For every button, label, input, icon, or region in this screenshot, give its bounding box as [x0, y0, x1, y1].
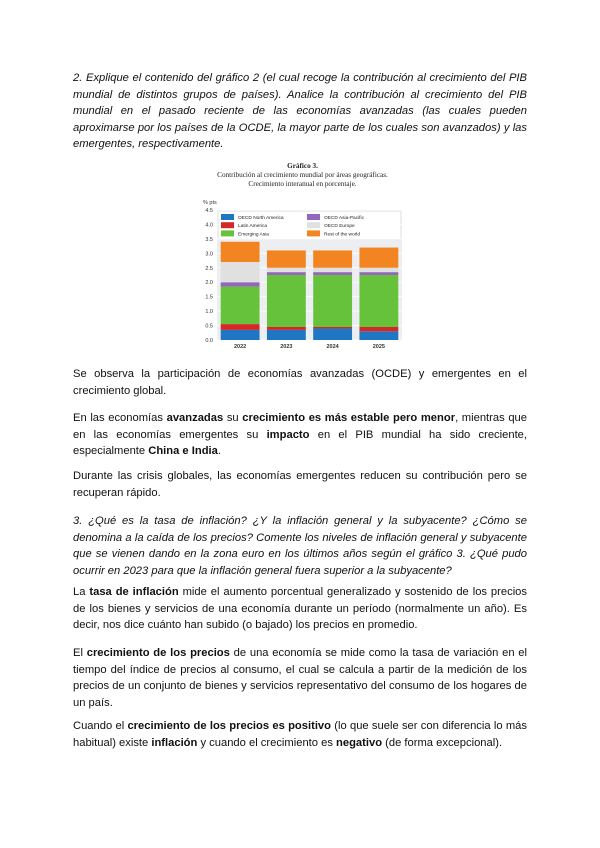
bar-segment	[313, 327, 352, 328]
p2-text-2: su	[223, 412, 243, 424]
p4-bold-1: tasa de inflación	[89, 586, 179, 598]
legend-swatch	[221, 214, 234, 220]
paragraph-inflation-definition	[73, 718, 527, 751]
y-tick-label: 1.0	[205, 309, 213, 316]
x-tick-label: 2023	[280, 344, 293, 350]
p4-text-1: La	[73, 586, 90, 598]
legend-swatch	[307, 214, 320, 220]
figure-title-line-2: Contribución al crecimiento mundial por áreas geográficas.	[217, 171, 388, 179]
p5-text-2: de una economía se mide como la tasa de variación en el tiempo del índice de precios al consumo, el cual se calcula a partir de la medición de los precios de un conjunto de bienes y servicios representativo del consumo de los hogares de un país.	[73, 647, 528, 709]
bar-segment	[359, 248, 398, 268]
y-tick-label: 0.0	[205, 338, 213, 344]
bar-segment	[221, 242, 260, 262]
bar-segment	[359, 272, 398, 275]
legend-label: OECD North America	[238, 216, 284, 221]
p6-bold-3: negativo	[336, 736, 383, 749]
y-tick-label: 2.5	[205, 265, 213, 272]
legend-swatch	[307, 222, 320, 228]
y-tick-label: 4.0	[205, 222, 213, 229]
p5-text-1: El	[73, 647, 87, 659]
bar-segment	[359, 327, 398, 331]
paragraph-price-growth	[73, 645, 527, 711]
p2-text-1: En las economías	[73, 412, 167, 424]
bar-segment	[221, 330, 260, 340]
p2-bold-3: impacto	[266, 428, 310, 441]
y-tick-label: 2.0	[205, 280, 213, 287]
bar-segment	[221, 262, 260, 282]
bar-segment	[221, 287, 260, 325]
p2-bold-1: avanzadas	[166, 412, 224, 424]
bar-segment	[359, 275, 398, 327]
p2-text-3: , mientras que en las economías emergentes su	[73, 412, 527, 441]
legend-swatch	[221, 222, 234, 228]
bar-segment	[313, 272, 352, 275]
p2-bold-2: crecimiento es más estable pero menor	[242, 412, 456, 424]
paragraph-advanced-economies	[73, 410, 527, 460]
p2-bold-4: China e India	[148, 445, 218, 458]
p6-text-1: Cuando el	[73, 720, 128, 732]
p6-text-3: y cuando el crecimiento es	[197, 736, 337, 749]
legend-label: Rest of the world	[324, 232, 360, 238]
p6-bold-2: inflación	[151, 736, 198, 749]
bar-segment	[221, 282, 260, 286]
bar-segment	[313, 275, 352, 327]
bar-segment	[313, 328, 352, 340]
bar-segment	[267, 330, 306, 340]
legend-label: OECD Asia-Pacific	[324, 216, 364, 221]
y-tick-label: 3.5	[205, 236, 213, 243]
y-tick-label: 3.0	[205, 251, 213, 258]
x-tick-label: 2024	[326, 344, 339, 350]
p6-bold-1: crecimiento de los precios es positivo	[127, 720, 331, 732]
x-tick-label: 2022	[234, 344, 247, 350]
bar-segment	[359, 268, 398, 272]
p2-text-4: en el PIB mundial ha sido creciente, especialmente	[73, 428, 528, 458]
p6-text-2: (lo que suele ser con diferencia lo más habitual) existe	[73, 720, 527, 749]
bar-segment	[313, 268, 352, 272]
bar-segment	[267, 275, 306, 327]
question-3: 3. ¿Qué es la tasa de inflación? ¿Y la inflación general y la subyacente? ¿Cómo se denomina a la caída de los precios? Comente los niveles de inflación general y subyacente que se vienen dando en la zona euro en los últimos años según el gráfico 3. ¿Qué pudo ocurrir en 2023 para que la inflación general fuera superior a la subyacente?	[73, 515, 527, 577]
legend-label: OECD Europe	[324, 224, 355, 230]
y-axis-label: % pts	[203, 200, 217, 206]
figure-chart-3	[190, 160, 415, 350]
bar-segment	[267, 272, 306, 275]
legend-swatch	[307, 230, 320, 236]
x-tick-label: 2025	[372, 344, 385, 350]
y-tick-label: 4.5	[205, 208, 213, 214]
bar-segment	[267, 327, 306, 330]
legend-label: Emerging Asia	[238, 232, 269, 238]
bar-segment	[221, 324, 260, 330]
bar-segment	[267, 250, 306, 267]
paragraph-participation: Se observa la participación de economías avanzadas (OCDE) y emergentes en el crecimiento global.	[73, 368, 527, 397]
y-tick-label: 1.5	[205, 294, 213, 301]
p2-text-5: .	[217, 445, 221, 458]
bar-segment	[267, 268, 306, 272]
bar-segment	[313, 250, 352, 267]
figure-title-line-3: Crecimiento interanual en porcentaje.	[248, 180, 357, 188]
p5-bold-1: crecimiento de los precios	[86, 647, 230, 659]
p6-text-4: (de forma excepcional).	[382, 736, 503, 749]
legend-label: Latin America	[238, 224, 268, 230]
p4-text-2: mide el aumento porcentual generalizado y sostenido de los precios de los bienes y servicios de una economía durante un período (normalmente un año). Es decir, nos dice cuánto han subido (o bajado) los precios en promedio.	[73, 586, 527, 632]
paragraph-global-crises: Durante las crisis globales, las economías emergentes reducen su contribución pero se recuperan rápido.	[73, 470, 527, 499]
question-2: 2. Explique el contenido del gráfico 2 (el cual recoge la contribución al crecimiento del PIB mundial de distintos grupos de países). Analice la contribución al crecimiento del PIB mundial en el pasado reciente de las economías avanzadas (las cuales pueden aproximarse por los países de la OCDE, la mayor parte de los cuales son avanzados) y las emergentes, respectivamente.	[73, 72, 527, 151]
bar-segment	[359, 331, 398, 340]
legend-swatch	[221, 230, 234, 236]
paragraph-inflation-rate	[73, 584, 527, 634]
figure-title-line-1: Gráfico 3.	[287, 162, 318, 170]
stacked-bar-chart	[190, 190, 415, 350]
y-tick-label: 0.5	[205, 323, 213, 330]
